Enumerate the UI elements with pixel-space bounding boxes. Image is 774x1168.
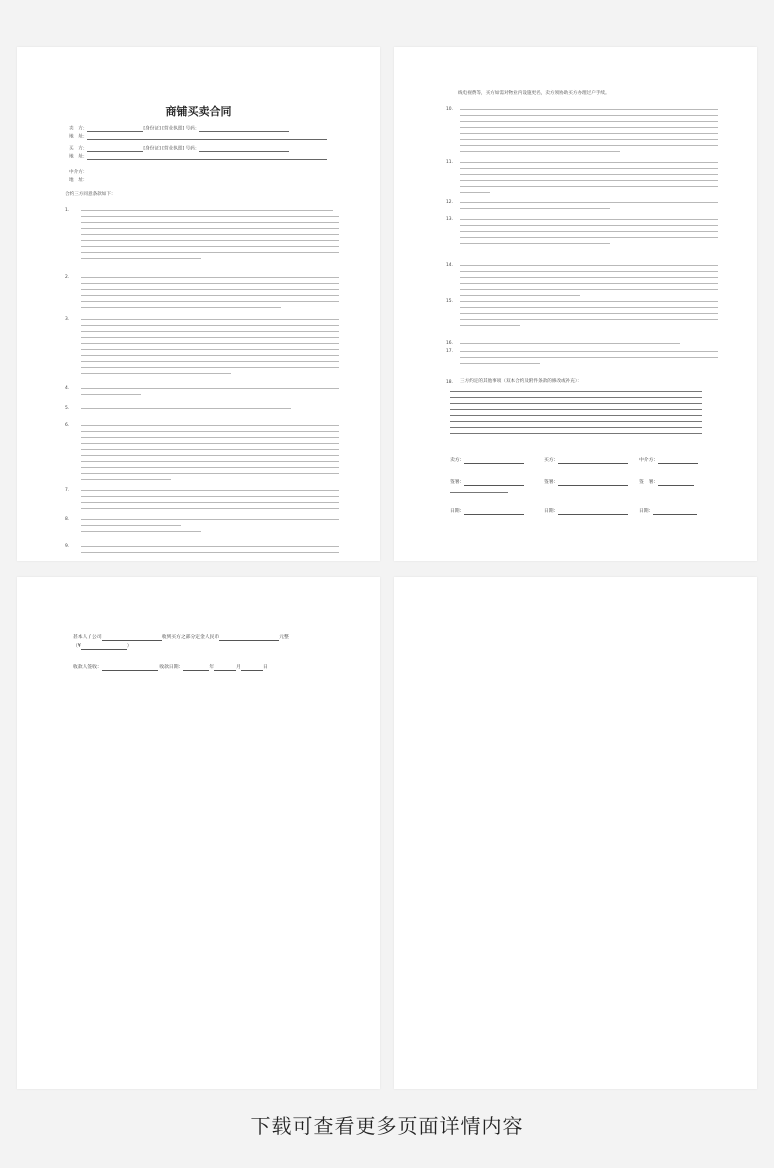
contract-page-1 <box>17 47 380 561</box>
clause-text-line <box>81 216 339 217</box>
clause-number: 3. <box>65 317 70 322</box>
clause-text-line <box>460 313 718 314</box>
blank-line <box>450 391 702 392</box>
clause-text-line <box>81 295 339 296</box>
clause-text-line <box>460 357 718 358</box>
clause-number: 4. <box>65 386 70 391</box>
clause-text-line <box>81 355 339 356</box>
clause-text-line <box>460 283 718 284</box>
clause-text-line <box>81 425 339 426</box>
clause-text-line <box>81 367 339 368</box>
clause-number: 11. <box>446 160 453 165</box>
clause-text-line <box>460 180 718 181</box>
clause-number: 13. <box>446 217 453 222</box>
clause-text-line <box>460 202 718 203</box>
clause-text-line <box>460 301 718 302</box>
clause-text-line <box>460 115 718 116</box>
blank-line <box>450 409 702 410</box>
clause-text-line <box>460 208 610 209</box>
buyer-sign-line: 签署： <box>544 481 628 486</box>
clause-number: 1. <box>65 208 70 213</box>
clause-text-line <box>460 192 490 193</box>
clause-text-line <box>81 473 339 474</box>
deposit-amount-line: （¥ ） <box>73 644 132 650</box>
clause-text-line <box>81 289 339 290</box>
clause-text-line <box>81 240 339 241</box>
clause-text-line <box>81 496 339 497</box>
document-title: 商铺买卖合同 <box>165 105 232 118</box>
clause-text-line <box>81 525 181 526</box>
clause-number: 10. <box>446 107 453 112</box>
clause-text-line <box>81 431 339 432</box>
clause-text-line <box>460 243 610 244</box>
clause-text-line <box>81 301 339 302</box>
clause-text-line <box>81 277 339 278</box>
blank-line <box>450 403 702 404</box>
clause-text-line <box>81 502 339 503</box>
blank-line <box>450 433 702 434</box>
clause-text-line <box>81 228 339 229</box>
clause-number: 17. <box>446 349 453 354</box>
clause-text-line <box>81 343 339 344</box>
clause-number: 15. <box>446 299 453 304</box>
clause-text-line <box>81 455 339 456</box>
clause-text-line <box>460 174 718 175</box>
agent-date-field: 日期： <box>639 510 697 515</box>
blank-line <box>450 397 702 398</box>
clause-text-line <box>81 246 339 247</box>
contract-page-4 <box>394 577 757 1089</box>
agent-sign-line: 签 署： <box>639 481 694 486</box>
clause-text-line <box>460 145 718 146</box>
clause-text-line <box>460 225 718 226</box>
clause-number: 16. <box>446 341 453 346</box>
clause-number: 8. <box>65 517 70 522</box>
clause-text-line <box>81 388 339 389</box>
buyer-address-row: 地 址： <box>69 155 327 160</box>
clause-text-line <box>460 319 718 320</box>
clause-text-line <box>81 210 333 211</box>
clause-text-line <box>460 343 680 344</box>
blank-line <box>450 415 702 416</box>
clause-text-line <box>81 479 171 480</box>
clause-text-line <box>81 234 339 235</box>
clause-number: 7. <box>65 488 70 493</box>
clause-text-line <box>460 162 718 163</box>
clause-number: 6. <box>65 423 70 428</box>
clause-text-line <box>460 121 718 122</box>
buyer-row: 买 方： [身份证] [营业执照] 号码： <box>69 147 289 152</box>
clause-text-line <box>81 490 339 491</box>
clause-text-line <box>460 351 718 352</box>
clause-text-line <box>460 139 718 140</box>
seller-date-field: 日期： <box>450 510 524 515</box>
clause-text-line <box>460 271 718 272</box>
clause-text-line <box>460 265 718 266</box>
seller-address-row: 地 址： <box>69 135 327 140</box>
clause-number: 2. <box>65 275 70 280</box>
payee-signature-line: 收款人签收： 收款日期： 年 月 日 <box>73 665 268 671</box>
clause-text-line <box>81 508 339 509</box>
contract-page-3 <box>17 577 380 1089</box>
agent-signature-field: 中介方： <box>639 459 698 464</box>
clause-18-text: 三方约定的其他事项（双本合约及附件条款的修改或补充）： <box>460 379 582 384</box>
clause-text-line <box>460 109 718 110</box>
clause-number: 9. <box>65 544 70 549</box>
clause-text-line <box>81 437 339 438</box>
continued-text: 线电视费等，买方如需对物业内设施更名，卖方须协助买方办理过户手续。 <box>458 91 610 96</box>
clause-text-line <box>81 546 339 547</box>
buyer-signature-field: 买方： <box>544 459 628 464</box>
clause-text-line <box>81 337 339 338</box>
clause-text-line <box>81 307 281 308</box>
clause-text-line <box>460 277 718 278</box>
clause-text-line <box>460 307 718 308</box>
clause-text-line <box>81 408 291 409</box>
deposit-receipt-line: 甚本人 / 公司 收到买方之部分定金人民币 元整 <box>73 635 289 641</box>
clause-text-line <box>81 361 339 362</box>
clause-text-line <box>460 231 718 232</box>
clause-text-line <box>460 151 620 152</box>
clause-text-line <box>460 295 580 296</box>
clause-number: 18. <box>446 380 453 385</box>
clause-text-line <box>81 222 339 223</box>
contract-page-2 <box>394 47 757 561</box>
blank-line <box>450 492 508 493</box>
contract-intro: 合约三方同意条款如下： <box>65 192 116 197</box>
clause-text-line <box>81 331 339 332</box>
clause-text-line <box>81 252 339 253</box>
clause-number: 12. <box>446 200 453 205</box>
agent-row: 中介方： <box>69 170 88 175</box>
clause-text-line <box>81 519 339 520</box>
clause-text-line <box>81 461 339 462</box>
clause-text-line <box>81 258 201 259</box>
buyer-date-field: 日期： <box>544 510 628 515</box>
clause-text-line <box>460 133 718 134</box>
clause-text-line <box>460 186 718 187</box>
clause-text-line <box>460 237 718 238</box>
blank-line <box>450 427 702 428</box>
clause-text-line <box>81 325 339 326</box>
clause-number: 5. <box>65 406 70 411</box>
clause-text-line <box>460 219 718 220</box>
clause-text-line <box>81 449 339 450</box>
clause-text-line <box>81 349 339 350</box>
seller-signature-field: 卖方： <box>450 459 524 464</box>
download-caption: 下载可查看更多页面详情内容 <box>250 1114 524 1138</box>
seller-sign-line: 签署： <box>450 481 524 486</box>
clause-number: 14. <box>446 263 453 268</box>
clause-text-line <box>81 443 339 444</box>
clause-text-line <box>81 319 339 320</box>
clause-text-line <box>460 363 540 364</box>
clause-text-line <box>81 552 339 553</box>
blank-line <box>450 421 702 422</box>
clause-text-line <box>460 325 520 326</box>
clause-text-line <box>81 373 231 374</box>
clause-text-line <box>460 127 718 128</box>
clause-text-line <box>81 467 339 468</box>
clause-text-line <box>460 168 718 169</box>
seller-row: 卖 方： [身份证] [营业执照] 号码： <box>69 127 289 132</box>
clause-text-line <box>81 531 201 532</box>
agent-address-row: 地 址： <box>69 178 88 183</box>
clause-text-line <box>81 394 141 395</box>
clause-text-line <box>81 283 339 284</box>
clause-text-line <box>460 289 718 290</box>
